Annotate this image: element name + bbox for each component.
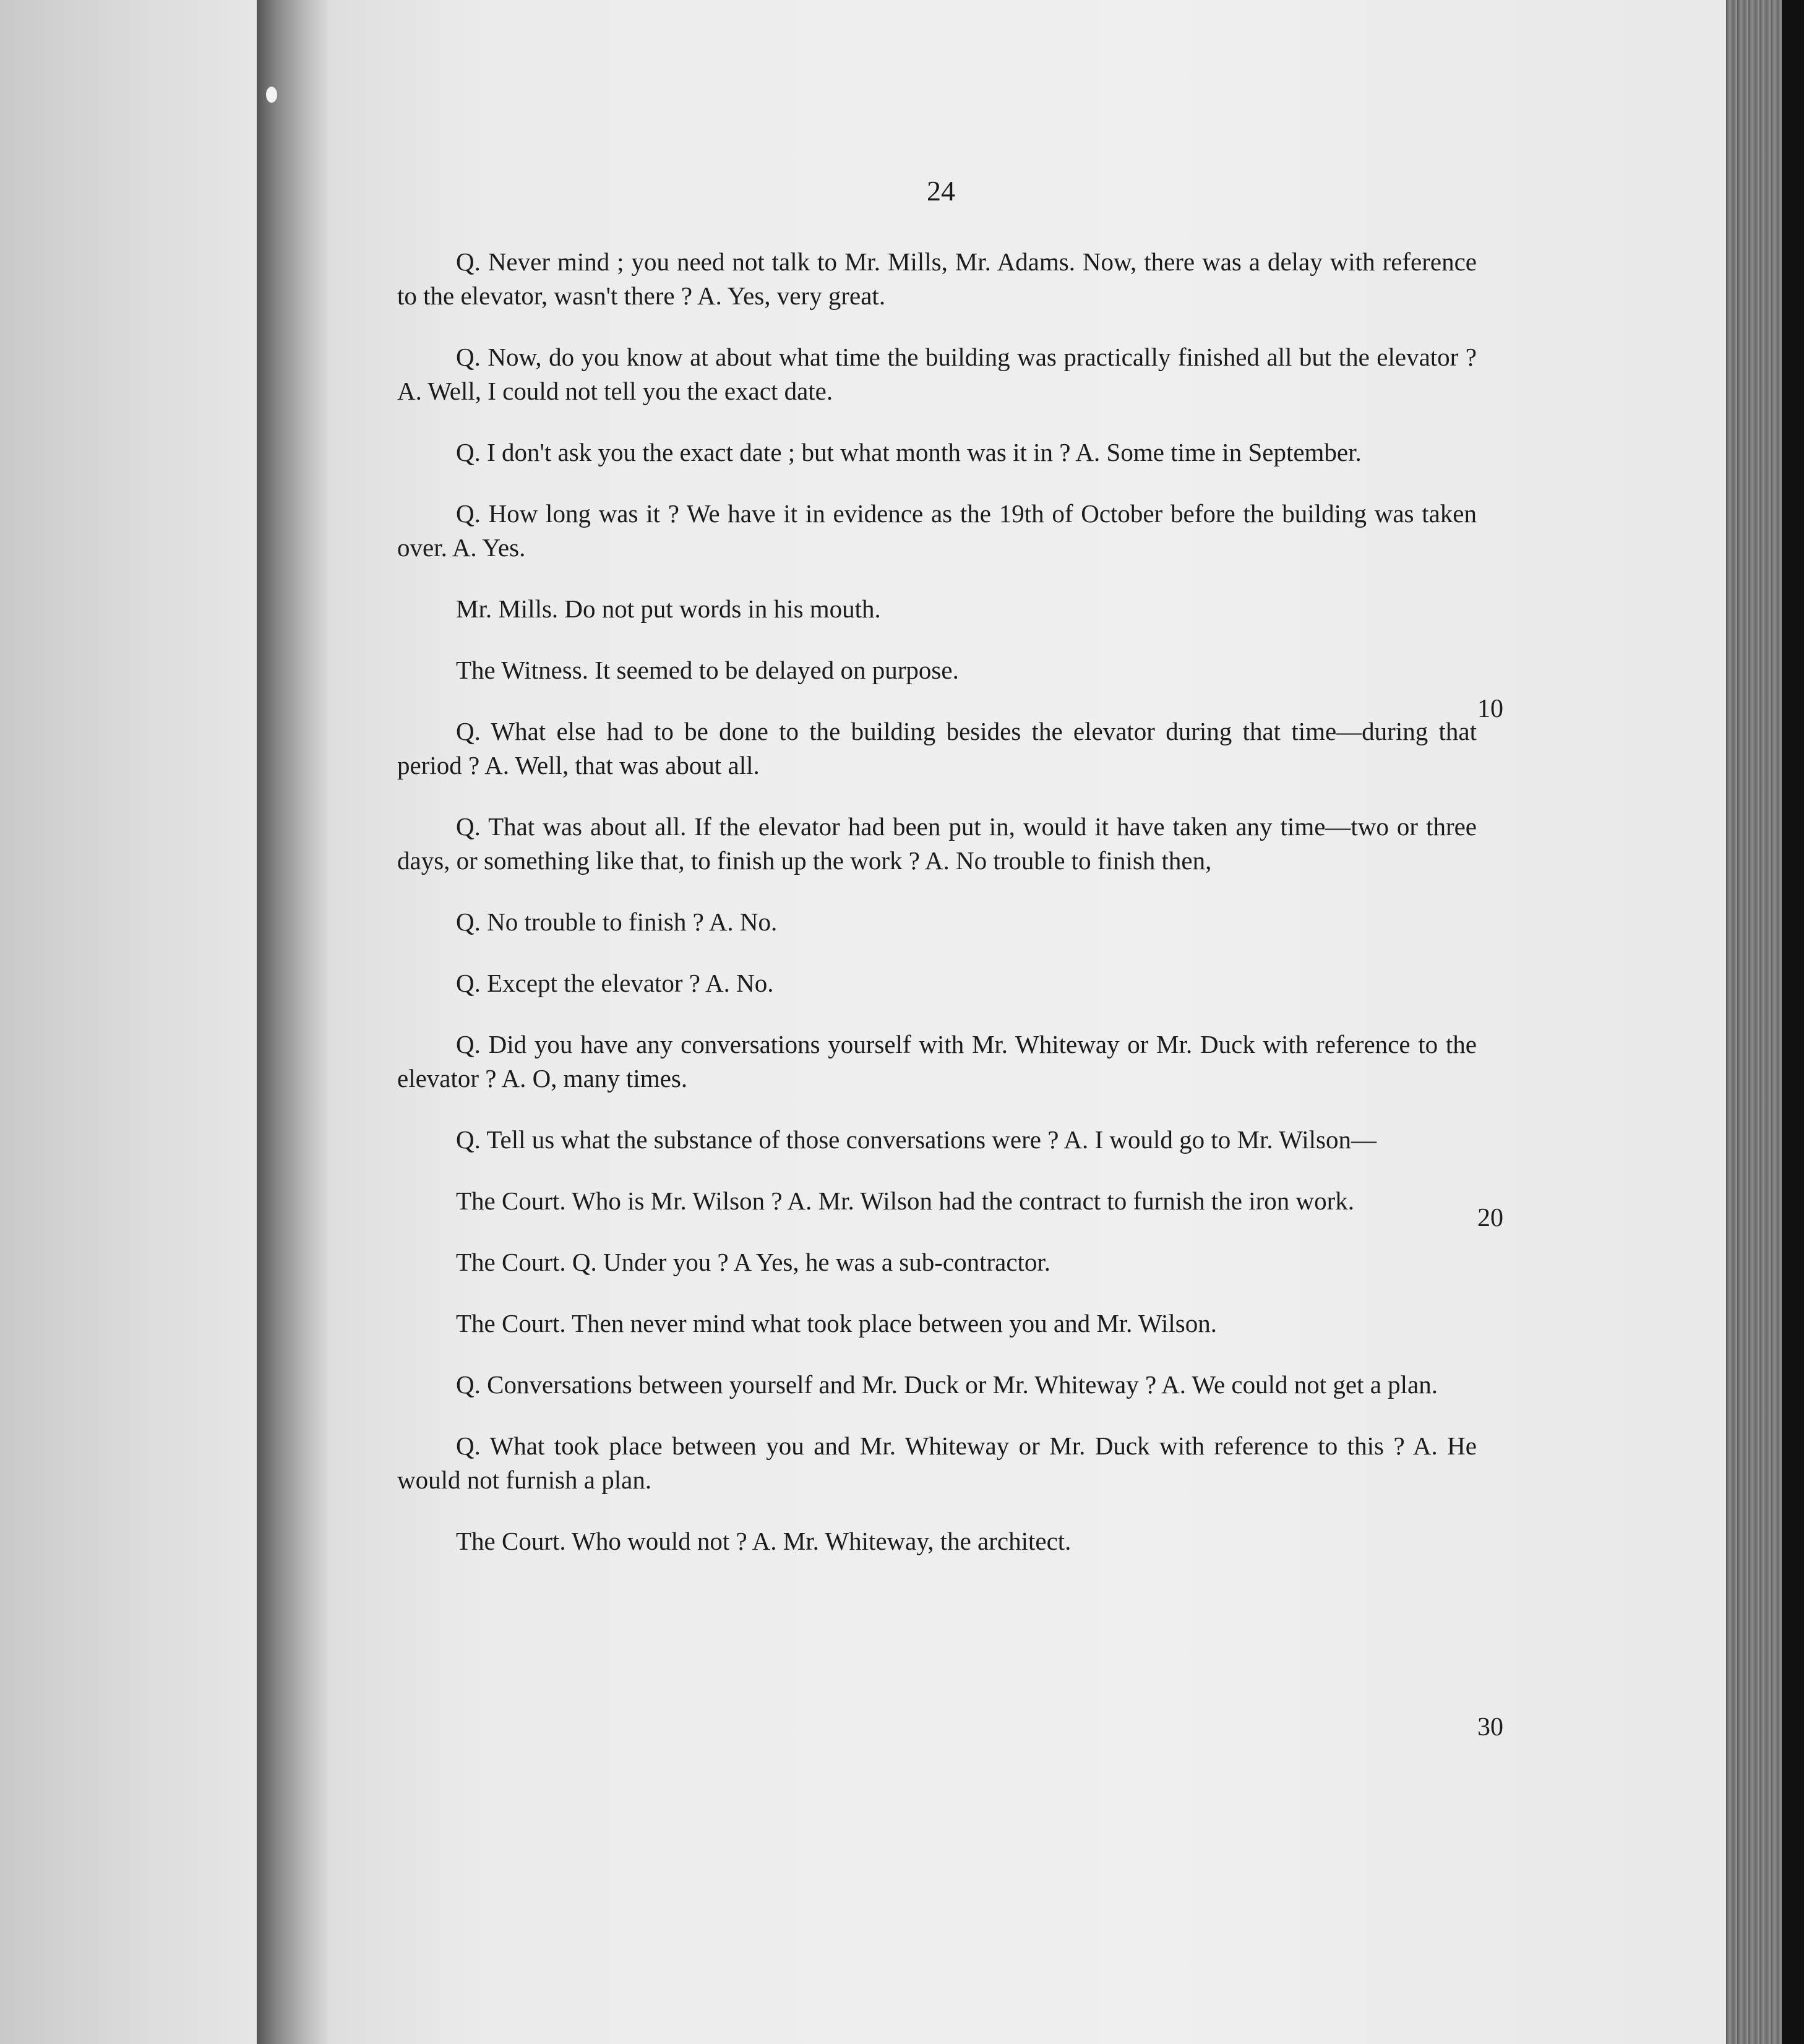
transcript-paragraph: Q. Tell us what the substance of those conversations were ? A. I would go to Mr. Wilson—	[456, 1125, 1377, 1154]
transcript-paragraph: Q. Now, do you know at about what time the building was practically finished all but the elevator ? A. Well, I could not tell you the exact date.	[397, 343, 1477, 405]
transcript-paragraph: The Court. Then never mind what took place between you and Mr. Wilson.	[456, 1309, 1217, 1338]
transcript-paragraph: Q. I don't ask you the exact date ; but what month was it in ? A. Some time in September.	[456, 438, 1362, 466]
transcript-paragraph: Q. Did you have any conversations yourself with Mr. Whiteway or Mr. Duck with reference to the elevator ? A. O, many times.	[397, 1030, 1477, 1093]
transcript-paragraph: Q. Never mind ; you need not talk to Mr. Mills, Mr. Adams. Now, there was a delay with reference to the elevator, wasn't there ? A. Yes, very great.	[397, 247, 1477, 310]
margin-line-number: 10	[1477, 695, 1503, 723]
transcript-paragraph: The Court. Who is Mr. Wilson ? A. Mr. Wilson had the contract to furnish the iron work.	[456, 1187, 1355, 1215]
page-stack-edge	[1726, 0, 1804, 2044]
paper-speck	[266, 87, 277, 103]
transcript-paragraph: The Witness. It seemed to be delayed on purpose.	[456, 656, 959, 684]
book-gutter-shadow	[257, 0, 328, 2044]
transcript-paragraph: Q. What took place between you and Mr. Whiteway or Mr. Duck with reference to this ? A. He would not furnish a plan.	[397, 1432, 1477, 1494]
transcript-paragraph: Q. What else had to be done to the building besides the elevator during that time—during that period ? A. Well, that was about all.	[397, 717, 1477, 779]
transcript-paragraph: Q. Conversations between yourself and Mr. Duck or Mr. Whiteway ? A. We could not get a plan.	[456, 1370, 1438, 1399]
transcript-paragraph: Q. No trouble to finish ? A. No.	[456, 908, 778, 936]
transcript-paragraph: Mr. Mills. Do not put words in his mouth.	[456, 595, 881, 623]
transcript-paragraph: The Court. Who would not ? A. Mr. Whiteway, the architect.	[456, 1527, 1072, 1555]
transcript-body	[397, 245, 1477, 1586]
left-page-leaf	[0, 0, 257, 2044]
transcript-paragraph: Q. That was about all. If the elevator had been put in, would it have taken any time—two or three days, or something like that, to finish up the work ? A. No trouble to finish then,	[397, 812, 1477, 875]
transcript-paragraph: Q. How long was it ? We have it in evidence as the 19th of October before the building was taken over. A. Yes.	[397, 499, 1477, 562]
transcript-paragraph: Q. Except the elevator ? A. No.	[456, 969, 774, 997]
page-number: 24	[927, 175, 955, 207]
margin-line-number: 20	[1477, 1204, 1503, 1232]
scan-border	[1782, 0, 1804, 2044]
margin-line-number: 30	[1477, 1713, 1503, 1741]
transcript-paragraph: The Court. Q. Under you ? A Yes, he was a sub-contractor.	[456, 1248, 1051, 1276]
